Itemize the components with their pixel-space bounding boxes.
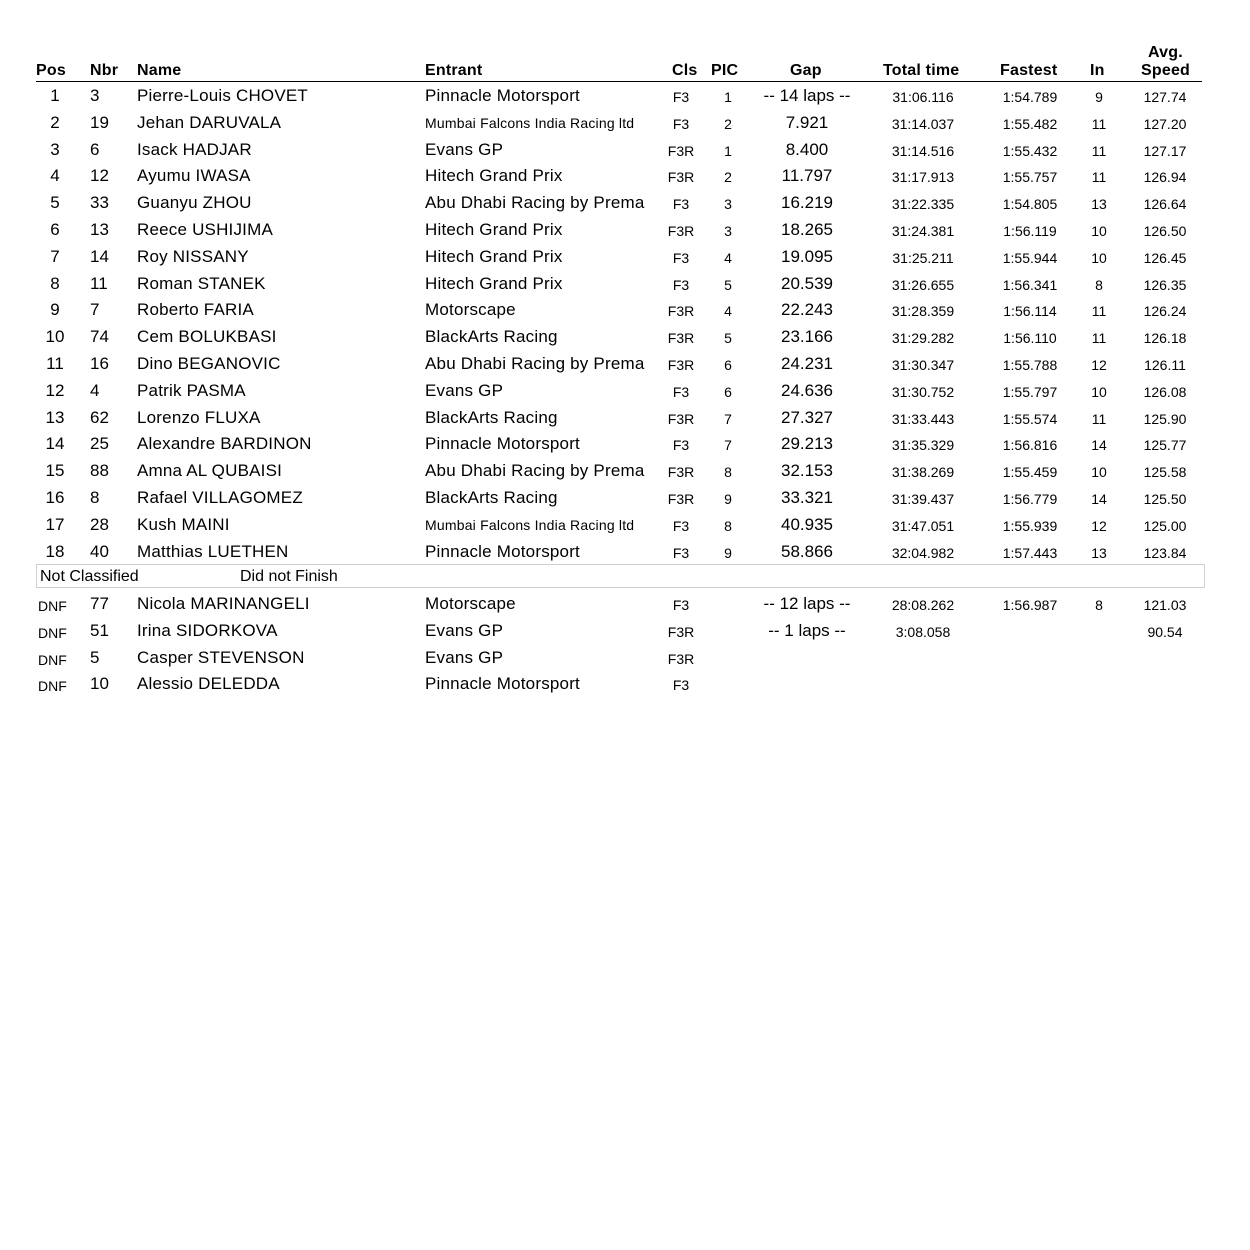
- total-time-cell: 31:38.269: [891, 464, 955, 481]
- number-cell: 5: [90, 647, 100, 667]
- fastest-lap-cell: 1:55.944: [1002, 249, 1058, 266]
- driver-name: Matthias LUETHEN: [137, 541, 289, 561]
- gap-cell: -- 12 laps --: [763, 594, 851, 613]
- number-cell: 88: [90, 461, 109, 481]
- total-time-cell: 31:06.116: [892, 89, 954, 105]
- table-row: [0, 191, 1250, 218]
- in-lap-cell: 14: [1091, 437, 1107, 454]
- fastest-lap-cell: 1:56.816: [1002, 437, 1058, 454]
- avg-speed-cell: 126.50: [1143, 222, 1187, 239]
- class-cell: F3R: [667, 650, 695, 667]
- pic-cell: 5: [724, 330, 732, 347]
- in-lap-cell: 9: [1095, 89, 1103, 105]
- in-lap-cell: 12: [1091, 356, 1107, 373]
- fastest-lap-cell: 1:55.432: [1002, 142, 1058, 159]
- dnf-table: [0, 592, 1250, 699]
- avg-speed-cell: 127.17: [1143, 142, 1187, 159]
- in-lap-cell: 11: [1091, 410, 1107, 427]
- total-time-cell: 31:39.437: [891, 490, 955, 507]
- pic-cell: 4: [724, 249, 732, 266]
- pic-cell: 9: [724, 490, 732, 507]
- number-cell: 10: [90, 674, 109, 694]
- fastest-lap-cell: 1:56.114: [1003, 303, 1057, 320]
- table-row: [0, 245, 1250, 272]
- header-nbr: Nbr: [90, 62, 119, 79]
- pos-cell: 1: [50, 86, 60, 105]
- table-header: [0, 46, 1250, 82]
- entrant-name: Evans GP: [425, 380, 504, 400]
- class-cell: F3R: [667, 222, 695, 239]
- entrant-name: Pinnacle Motorsport: [425, 86, 580, 105]
- pos-cell: 12: [45, 380, 65, 400]
- gap-cell: 11.797: [781, 166, 833, 186]
- driver-name: Dino BEGANOVIC: [137, 353, 281, 373]
- table-row: [0, 272, 1250, 299]
- number-cell: 19: [90, 112, 109, 132]
- pic-cell: 6: [724, 356, 732, 373]
- gap-cell: -- 14 laps --: [763, 86, 851, 105]
- in-lap-cell: 13: [1091, 196, 1107, 213]
- fastest-lap-cell: 1:55.788: [1002, 356, 1058, 373]
- pic-cell: 9: [724, 544, 732, 561]
- number-cell: 8: [90, 487, 100, 507]
- pos-cell: 14: [45, 434, 65, 454]
- gap-cell: 40.935: [781, 514, 833, 534]
- table-row: [0, 432, 1250, 459]
- table-row: [0, 672, 1250, 699]
- pic-cell: 2: [724, 115, 732, 132]
- driver-name: Alexandre BARDINON: [137, 434, 312, 454]
- header-total-time: Total time: [883, 62, 960, 79]
- pos-cell: 13: [45, 407, 65, 427]
- driver-name: Lorenzo FLUXA: [137, 407, 261, 427]
- table-row: [0, 218, 1250, 245]
- entrant-name: Motorscape: [425, 594, 516, 613]
- total-time-cell: 31:25.211: [892, 249, 954, 266]
- driver-name: Isack HADJAR: [137, 139, 252, 159]
- total-time-cell: 31:14.037: [891, 115, 955, 132]
- pos-cell: 4: [50, 166, 60, 186]
- number-cell: 13: [90, 219, 109, 239]
- entrant-name: Mumbai Falcons India Racing ltd: [425, 114, 635, 131]
- total-time-cell: 32:04.982: [891, 544, 955, 561]
- driver-name: Casper STEVENSON: [137, 647, 305, 667]
- in-lap-cell: 11: [1091, 303, 1107, 320]
- table-row: [0, 84, 1250, 111]
- class-cell: F3: [672, 115, 690, 132]
- pic-cell: 5: [724, 276, 732, 293]
- entrant-name: Hitech Grand Prix: [425, 219, 563, 239]
- driver-name: Rafael VILLAGOMEZ: [137, 487, 303, 507]
- gap-cell: 33.321: [781, 487, 833, 507]
- pic-cell: 3: [724, 222, 732, 239]
- in-lap-cell: 14: [1091, 490, 1107, 507]
- pic-cell: 4: [724, 303, 732, 320]
- entrant-name: Evans GP: [425, 139, 504, 159]
- number-cell: 14: [90, 246, 109, 266]
- class-cell: F3: [672, 276, 690, 293]
- class-cell: F3: [672, 437, 690, 454]
- number-cell: 25: [90, 434, 109, 454]
- class-cell: F3R: [667, 169, 695, 186]
- fastest-lap-cell: 1:56.779: [1002, 490, 1058, 507]
- fastest-lap-cell: 1:56.110: [1003, 330, 1057, 347]
- header-fastest: Fastest: [1000, 62, 1058, 79]
- fastest-lap-cell: 1:56.119: [1003, 222, 1057, 239]
- number-cell: 28: [90, 514, 109, 534]
- pos-cell: 18: [45, 541, 65, 561]
- gap-cell: 20.539: [781, 273, 833, 293]
- pos-cell: 9: [50, 300, 60, 320]
- entrant-name: BlackArts Racing: [425, 407, 558, 427]
- total-time-cell: 31:30.347: [891, 356, 955, 373]
- driver-name: Roberto FARIA: [137, 300, 254, 320]
- not-classified-bar: [36, 564, 1205, 588]
- driver-name: Roman STANEK: [137, 273, 266, 293]
- gap-cell: 58.866: [781, 541, 833, 561]
- class-cell: F3: [672, 196, 690, 213]
- in-lap-cell: 12: [1091, 517, 1107, 534]
- pic-cell: 7: [724, 437, 732, 454]
- avg-speed-cell: 90.54: [1147, 623, 1183, 640]
- driver-name: Reece USHIJIMA: [137, 219, 274, 239]
- fastest-lap-cell: 1:54.805: [1002, 196, 1058, 213]
- driver-name: Guanyu ZHOU: [137, 193, 252, 213]
- gap-cell: 27.327: [781, 407, 833, 427]
- class-cell: F3: [672, 517, 690, 534]
- pos-cell: DNF: [38, 678, 67, 695]
- fastest-lap-cell: 1:55.574: [1002, 410, 1058, 427]
- class-cell: F3: [672, 544, 690, 561]
- avg-speed-cell: 126.94: [1143, 169, 1187, 186]
- class-cell: F3R: [667, 142, 695, 159]
- number-cell: 11: [90, 273, 108, 293]
- class-cell: F3: [672, 249, 690, 266]
- gap-cell: 29.213: [781, 434, 833, 454]
- number-cell: 40: [90, 541, 109, 561]
- avg-speed-cell: 126.45: [1143, 249, 1187, 266]
- avg-speed-cell: 125.58: [1143, 464, 1187, 481]
- total-time-cell: 31:24.381: [891, 222, 955, 239]
- in-lap-cell: 10: [1091, 464, 1107, 481]
- driver-name: Irina SIDORKOVA: [137, 620, 278, 640]
- avg-speed-cell: 121.03: [1143, 597, 1187, 613]
- entrant-name: Pinnacle Motorsport: [425, 541, 580, 561]
- table-row: [0, 459, 1250, 486]
- class-cell: F3: [672, 597, 690, 613]
- results-table: [0, 84, 1250, 566]
- pos-cell: 2: [50, 112, 60, 132]
- class-cell: F3R: [667, 490, 695, 507]
- pic-cell: 7: [724, 410, 732, 427]
- in-lap-cell: 11: [1091, 169, 1107, 186]
- number-cell: 3: [90, 86, 100, 105]
- header-divider: [36, 81, 1202, 82]
- header-entrant: Entrant: [425, 62, 483, 79]
- class-cell: F3R: [667, 303, 695, 320]
- in-lap-cell: 10: [1091, 222, 1107, 239]
- pos-cell: 10: [45, 327, 65, 347]
- pic-cell: 8: [724, 517, 732, 534]
- driver-name: Cem BOLUKBASI: [137, 327, 277, 347]
- fastest-lap-cell: 1:55.797: [1002, 383, 1058, 400]
- entrant-name: Pinnacle Motorsport: [425, 434, 580, 454]
- in-lap-cell: 8: [1095, 597, 1103, 613]
- fastest-lap-cell: 1:55.459: [1002, 464, 1058, 481]
- table-row: [0, 406, 1250, 433]
- pos-cell: 17: [45, 514, 65, 534]
- total-time-cell: 31:14.516: [891, 142, 955, 159]
- in-lap-cell: 13: [1091, 544, 1107, 561]
- header-pic: PIC: [711, 62, 739, 79]
- entrant-name: BlackArts Racing: [425, 487, 558, 507]
- total-time-cell: 31:22.335: [891, 196, 955, 213]
- avg-speed-cell: 126.35: [1143, 276, 1187, 293]
- entrant-name: Hitech Grand Prix: [425, 273, 563, 293]
- avg-speed-cell: 125.77: [1143, 437, 1187, 454]
- class-cell: F3: [672, 383, 690, 400]
- fastest-lap-cell: 1:54.789: [1002, 89, 1058, 105]
- avg-speed-cell: 126.11: [1144, 356, 1186, 373]
- avg-speed-cell: 125.90: [1143, 410, 1187, 427]
- avg-speed-cell: 125.00: [1143, 517, 1187, 534]
- pos-cell: 15: [45, 461, 65, 481]
- fastest-lap-cell: 1:55.757: [1002, 169, 1058, 186]
- class-cell: F3R: [667, 330, 695, 347]
- pos-cell: 11: [46, 353, 64, 373]
- fastest-lap-cell: 1:55.482: [1002, 115, 1058, 132]
- fastest-lap-cell: 1:57.443: [1002, 544, 1058, 561]
- table-row: [0, 164, 1250, 191]
- number-cell: 74: [90, 327, 109, 347]
- gap-cell: 32.153: [781, 461, 833, 481]
- avg-speed-cell: 127.20: [1143, 115, 1187, 132]
- avg-speed-cell: 126.24: [1143, 303, 1187, 320]
- table-row: [0, 379, 1250, 406]
- total-time-cell: 3:08.058: [895, 623, 951, 640]
- pos-cell: 8: [50, 273, 60, 293]
- entrant-name: Abu Dhabi Racing by Prema: [425, 193, 645, 213]
- gap-cell: 19.095: [781, 246, 833, 266]
- driver-name: Nicola MARINANGELI: [137, 594, 310, 613]
- driver-name: Patrik PASMA: [137, 380, 246, 400]
- driver-name: Roy NISSANY: [137, 246, 249, 266]
- pos-cell: DNF: [38, 624, 67, 641]
- entrant-name: Hitech Grand Prix: [425, 166, 563, 186]
- avg-speed-cell: 126.08: [1143, 383, 1187, 400]
- pos-cell: 5: [50, 193, 60, 213]
- number-cell: 77: [90, 594, 109, 613]
- pic-cell: 8: [724, 464, 732, 481]
- pic-cell: 2: [724, 169, 732, 186]
- number-cell: 33: [90, 193, 109, 213]
- pos-cell: 7: [50, 246, 60, 266]
- total-time-cell: 31:33.443: [891, 410, 955, 427]
- table-row: [0, 592, 1250, 619]
- in-lap-cell: 10: [1091, 249, 1107, 266]
- number-cell: 7: [90, 300, 100, 320]
- avg-speed-cell: 123.84: [1143, 544, 1187, 561]
- gap-cell: -- 1 laps --: [768, 620, 846, 640]
- header-in: In: [1090, 62, 1105, 79]
- class-cell: F3R: [667, 464, 695, 481]
- pic-cell: 1: [724, 142, 732, 159]
- number-cell: 51: [90, 620, 109, 640]
- number-cell: 12: [90, 166, 109, 186]
- number-cell: 16: [90, 353, 109, 373]
- gap-cell: 23.166: [781, 327, 833, 347]
- gap-cell: 7.921: [785, 112, 829, 132]
- table-row: [0, 619, 1250, 646]
- table-row: [0, 138, 1250, 165]
- table-row: [0, 486, 1250, 513]
- gap-cell: 24.636: [781, 380, 833, 400]
- number-cell: 4: [90, 380, 100, 400]
- entrant-name: Pinnacle Motorsport: [425, 674, 580, 694]
- pic-cell: 6: [724, 383, 732, 400]
- entrant-name: Evans GP: [425, 647, 504, 667]
- header-pos: Pos: [36, 62, 66, 79]
- entrant-name: Abu Dhabi Racing by Prema: [425, 353, 645, 373]
- table-row: [0, 298, 1250, 325]
- driver-name: Ayumu IWASA: [137, 166, 251, 186]
- header-speed: Speed: [1141, 62, 1191, 79]
- entrant-name: Mumbai Falcons India Racing ltd: [425, 516, 635, 533]
- avg-speed-cell: 125.50: [1143, 490, 1187, 507]
- total-time-cell: 31:35.329: [891, 437, 955, 454]
- header-cls: Cls: [672, 62, 698, 79]
- total-time-cell: 31:30.752: [891, 383, 955, 400]
- not-classified-reason: Did not Finish: [240, 568, 338, 585]
- class-cell: F3R: [667, 356, 695, 373]
- pos-cell: 6: [50, 219, 60, 239]
- total-time-cell: 28:08.262: [891, 597, 955, 613]
- pic-cell: 3: [724, 196, 732, 213]
- in-lap-cell: 11: [1091, 142, 1107, 159]
- total-time-cell: 31:28.359: [891, 303, 955, 320]
- total-time-cell: 31:47.051: [891, 517, 955, 534]
- gap-cell: 18.265: [781, 219, 833, 239]
- in-lap-cell: 11: [1091, 330, 1107, 347]
- gap-cell: 24.231: [781, 353, 833, 373]
- pos-cell: 16: [45, 487, 65, 507]
- driver-name: Amna AL QUBAISI: [137, 461, 283, 481]
- header-avg: Avg.: [1148, 44, 1183, 61]
- entrant-name: Abu Dhabi Racing by Prema: [425, 461, 645, 481]
- total-time-cell: 31:29.282: [891, 330, 955, 347]
- not-classified-label: Not Classified: [40, 568, 139, 585]
- entrant-name: Hitech Grand Prix: [425, 246, 563, 266]
- number-cell: 6: [90, 139, 100, 159]
- driver-name: Pierre-Louis CHOVET: [137, 86, 309, 105]
- in-lap-cell: 11: [1091, 115, 1107, 132]
- table-row: [0, 325, 1250, 352]
- table-row: [0, 646, 1250, 673]
- fastest-lap-cell: 1:55.939: [1002, 517, 1058, 534]
- table-row: [0, 352, 1250, 379]
- gap-cell: 16.219: [781, 193, 833, 213]
- class-cell: F3: [672, 677, 690, 694]
- pos-cell: DNF: [38, 598, 67, 614]
- total-time-cell: 31:26.655: [891, 276, 955, 293]
- header-gap: Gap: [790, 62, 822, 79]
- table-row: [0, 540, 1250, 567]
- fastest-lap-cell: 1:56.341: [1002, 276, 1058, 293]
- avg-speed-cell: 127.74: [1143, 89, 1187, 105]
- fastest-lap-cell: 1:56.987: [1002, 597, 1058, 613]
- total-time-cell: 31:17.913: [891, 169, 955, 186]
- pos-cell: 3: [50, 139, 60, 159]
- gap-cell: 8.400: [785, 139, 829, 159]
- in-lap-cell: 10: [1091, 383, 1107, 400]
- gap-cell: 22.243: [781, 300, 833, 320]
- class-cell: F3: [672, 89, 690, 105]
- class-cell: F3R: [667, 623, 695, 640]
- driver-name: Alessio DELEDDA: [137, 674, 280, 694]
- table-row: [0, 111, 1250, 138]
- table-row: [0, 513, 1250, 540]
- avg-speed-cell: 126.18: [1143, 330, 1187, 347]
- entrant-name: Evans GP: [425, 620, 504, 640]
- in-lap-cell: 8: [1095, 276, 1103, 293]
- pos-cell: DNF: [38, 651, 67, 668]
- entrant-name: BlackArts Racing: [425, 327, 558, 347]
- number-cell: 62: [90, 407, 109, 427]
- pic-cell: 1: [724, 89, 732, 105]
- avg-speed-cell: 126.64: [1143, 196, 1187, 213]
- driver-name: Kush MAINI: [137, 514, 230, 534]
- driver-name: Jehan DARUVALA: [137, 112, 282, 132]
- class-cell: F3R: [667, 410, 695, 427]
- header-name: Name: [137, 62, 182, 79]
- entrant-name: Motorscape: [425, 300, 516, 320]
